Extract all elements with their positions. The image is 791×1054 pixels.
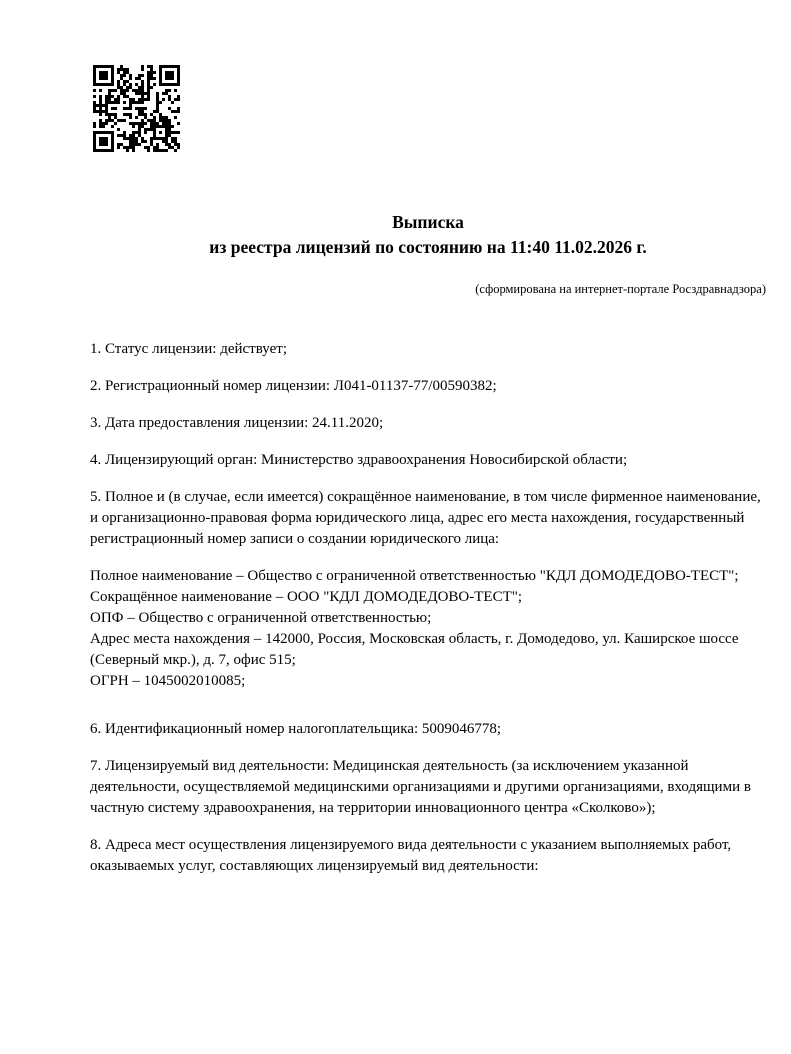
taxpayer-id-paragraph: 6. Идентификационный номер налогоплательщика: 5009046778; <box>90 721 502 737</box>
license-date-paragraph: 3. Дата предоставления лицензии: 24.11.2020; <box>90 415 384 431</box>
document-body <box>90 339 766 877</box>
license-number-paragraph: 2. Регистрационный номер лицензии: Л041-01137-77/00590382; <box>90 378 497 394</box>
document-subtitle: (сформирована на интернет-портале Росздравнадзора) <box>475 282 766 296</box>
document-content <box>90 0 766 893</box>
legal-entity-heading-paragraph: 5. Полное и (в случае, если имеется) сокращённое наименование, в том числе фирменное наименование, и организационно-правовая форма юридического лица, адрес его места нахождения, государственный регистрационный номер записи о создании юридического лица: <box>90 489 761 547</box>
licensed-activity-paragraph: 7. Лицензируемый вид деятельности: Медицинская деятельность (за исключением указанной деятельности, осуществляемой медицинскими организациями и другими организациями, входящими в частную систему здравоохранения, на территории инновационного центра «Сколково»); <box>90 758 751 816</box>
activity-addresses-paragraph: 8. Адреса мест осуществления лицензируемого вида деятельности с указанием выполняемых работ, оказываемых услуг, составляющих лицензируемый вид деятельности: <box>90 837 732 874</box>
license-status-paragraph: 1. Статус лицензии: действует; <box>90 341 287 357</box>
legal-entity-details-paragraph: Полное наименование – Общество с ограниченной ответственностью "КДЛ ДОМОДЕДОВО-ТЕСТ"; Сокращённое наименование – ООО "КДЛ ДОМОДЕДОВО-ТЕСТ"; ОПФ – Общество с ограниченной ответственностью; Адрес места нахождения – 142000, Россия, Московская область, г. Домодедово, ул. Каширское шоссе (Северный мкр.), д. 7, офис 515; ОГРН – 1045002010085; <box>90 568 739 689</box>
licensing-authority-paragraph: 4. Лицензирующий орган: Министерство здравоохранения Новосибирской области; <box>90 452 628 468</box>
document-title: Выписка из реестра лицензий по состоянию на 11:40 11.02.2026 г. <box>209 212 647 257</box>
